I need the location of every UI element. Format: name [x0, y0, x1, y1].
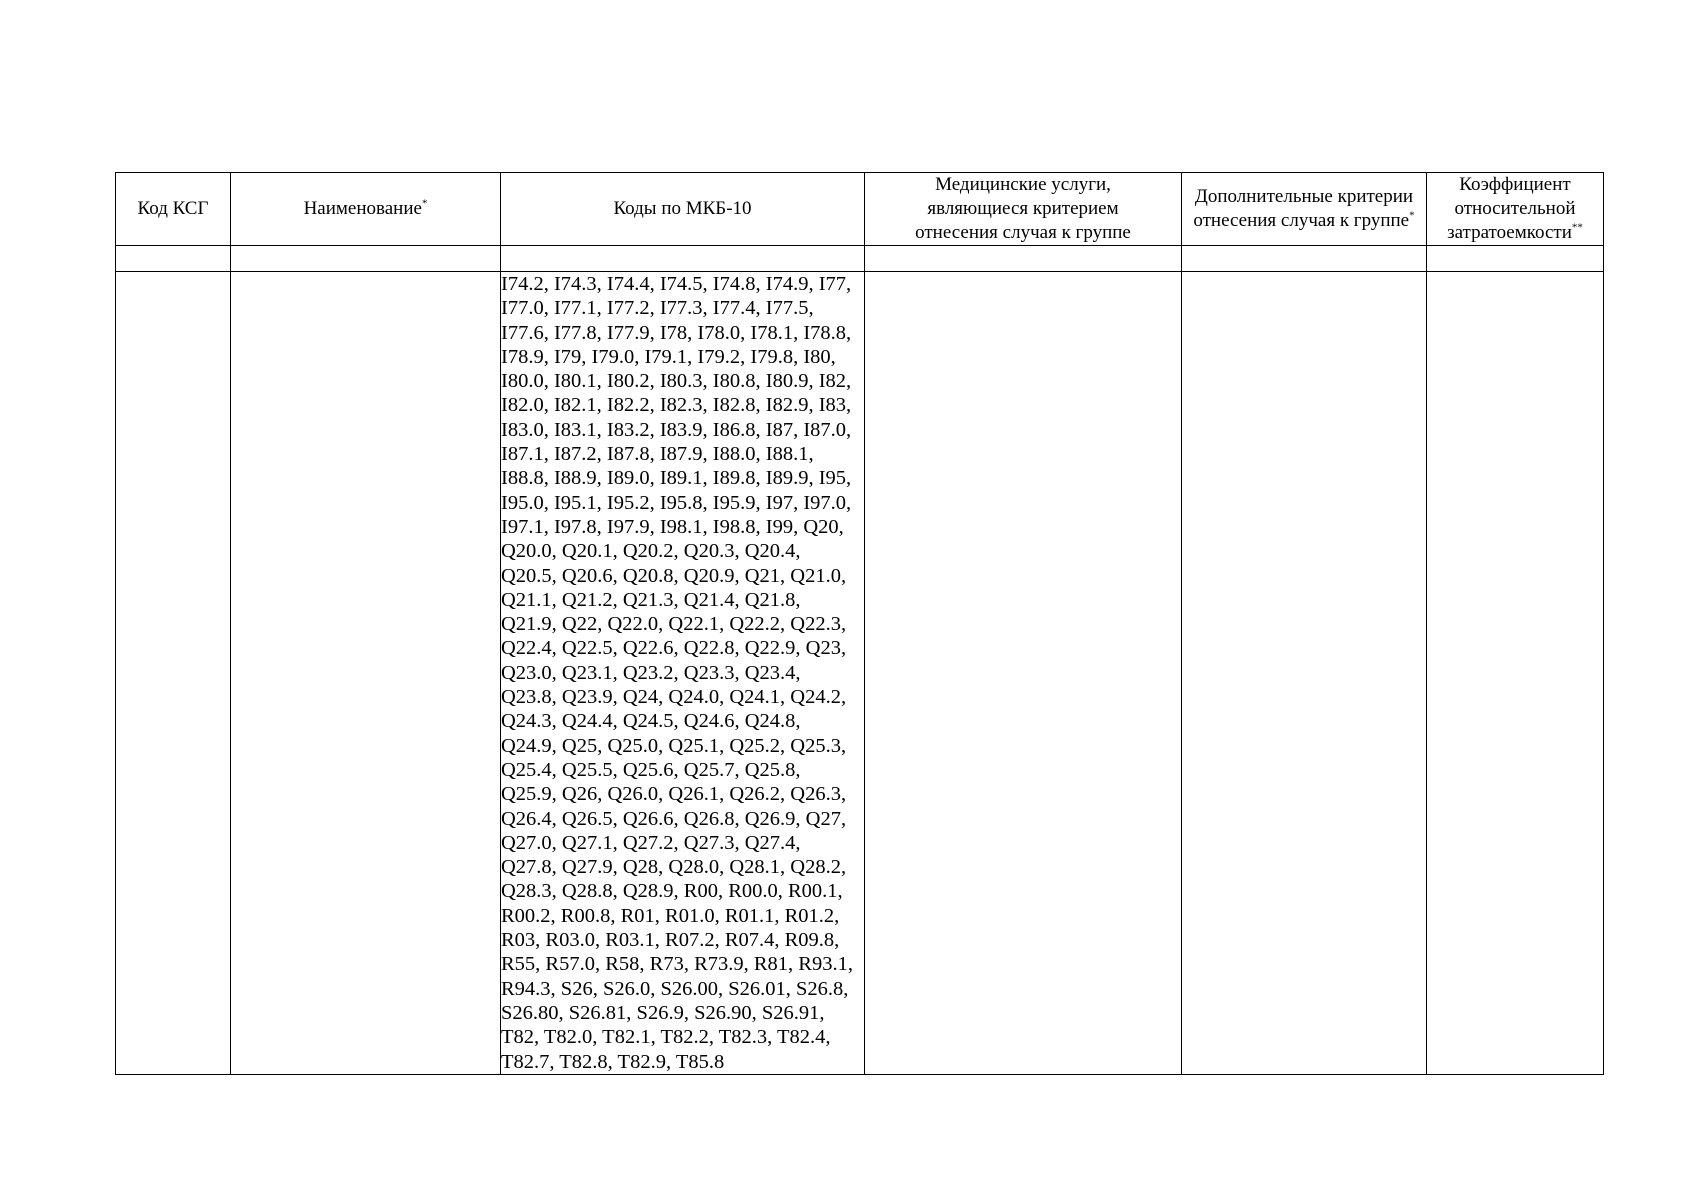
icd10-code-line: Q21.9, Q22, Q22.0, Q22.1, Q22.2, Q22.3, — [501, 613, 847, 636]
header-extra-criteria — [1182, 173, 1427, 246]
icd10-code-line: I77.6, I77.8, I77.9, I78, I78.0, I78.1, I78.8, — [501, 321, 852, 344]
icd10-codes-list — [501, 272, 864, 1074]
icd10-code-line: Q27.0, Q27.1, Q27.2, Q27.3, Q27.4, — [501, 831, 801, 854]
icd10-code-line: Q21.1, Q21.2, Q21.3, Q21.4, Q21.8, — [501, 588, 801, 611]
header-name — [231, 173, 501, 246]
icd10-code-line: Q20.5, Q20.6, Q20.8, Q20.9, Q21, Q21.0, — [501, 564, 847, 587]
header-extra-criteria-footnote-mark: * — [1409, 209, 1415, 222]
table-row — [116, 272, 1604, 1075]
spacer-cell — [1182, 246, 1427, 272]
header-extra-criteria-label: Дополнительные критерии отнесения случая к группе — [1193, 186, 1414, 231]
icd10-code-line: S26.80, S26.81, S26.9, S26.90, S26.91, — [501, 1001, 825, 1024]
spacer-cell — [501, 246, 865, 272]
coefficient-cell — [1427, 272, 1604, 1075]
header-name-footnote-mark: * — [421, 197, 428, 210]
icd10-code-line: Q22.4, Q22.5, Q22.6, Q22.8, Q22.9, Q23, — [501, 637, 847, 660]
header-icd10-label: Коды по МКБ-10 — [613, 198, 752, 219]
icd10-code-line: I83.0, I83.1, I83.2, I83.9, I86.8, I87, I87.0, — [501, 418, 852, 441]
name-cell — [231, 272, 501, 1075]
header-row — [116, 173, 1604, 246]
header-coefficient-footnote-mark: ** — [1571, 221, 1583, 234]
icd10-code-line: Q20.0, Q20.1, Q20.2, Q20.3, Q20.4, — [501, 540, 801, 563]
icd10-code-line: I95.0, I95.1, I95.2, I95.8, I95.9, I97, I97.0, — [501, 491, 852, 514]
icd10-code-line: Q27.8, Q27.9, Q28, Q28.0, Q28.1, Q28.2, — [501, 856, 847, 879]
icd10-code-line: R55, R57.0, R58, R73, R73.9, R81, R93.1, — [501, 953, 853, 976]
spacer-cell — [231, 246, 501, 272]
icd10-code-line: I80.0, I80.1, I80.2, I80.3, I80.8, I80.9, I82, — [501, 370, 852, 393]
icd10-code-line: I88.8, I88.9, I89.0, I89.1, I89.8, I89.9, I95, — [501, 467, 852, 490]
icd10-code-line: T82, T82.0, T82.1, T82.2, T82.3, T82.4, — [501, 1026, 831, 1049]
header-icd10 — [501, 173, 865, 246]
icd10-code-line: R94.3, S26, S26.0, S26.00, S26.01, S26.8, — [501, 977, 849, 1000]
header-coefficient-label: Коэффициент относительной затратоемкости — [1447, 174, 1576, 243]
icd10-code-line: R00.2, R00.8, R01, R01.0, R01.1, R01.2, — [501, 904, 840, 927]
icd10-code-line: I82.0, I82.1, I82.2, I82.3, I82.8, I82.9, I83, — [501, 394, 852, 417]
icd10-code-line: I78.9, I79, I79.0, I79.1, I79.2, I79.8, I80, — [501, 345, 836, 368]
spacer-cell — [865, 246, 1182, 272]
icd10-code-line: I74.2, I74.3, I74.4, I74.5, I74.8, I74.9, I77, — [501, 273, 852, 295]
icd10-code-line: Q23.0, Q23.1, Q23.2, Q23.3, Q23.4, — [501, 661, 801, 684]
icd10-code-line: Q23.8, Q23.9, Q24, Q24.0, Q24.1, Q24.2, — [501, 686, 847, 709]
spacer-cell — [116, 246, 231, 272]
icd10-code-line: I97.1, I97.8, I97.9, I98.1, I98.8, I99, Q20, — [501, 515, 844, 538]
icd10-code-line: I77.0, I77.1, I77.2, I77.3, I77.4, I77.5, — [501, 297, 814, 320]
extra-criteria-cell — [1182, 272, 1427, 1075]
header-ksg-code-label: Код КСГ — [137, 198, 209, 219]
icd10-code-line: R03, R03.0, R03.1, R07.2, R07.4, R09.8, — [501, 929, 840, 952]
icd10-code-line: Q24.9, Q25, Q25.0, Q25.1, Q25.2, Q25.3, — [501, 734, 847, 757]
icd10-code-line: Q25.9, Q26, Q26.0, Q26.1, Q26.2, Q26.3, — [501, 783, 847, 806]
ksg-code-cell — [116, 272, 231, 1075]
spacer-row — [116, 246, 1604, 272]
spacer-cell — [1427, 246, 1604, 272]
header-services-label: Медицинские услуги, являющиеся критерием отнесения случая к группе — [915, 174, 1131, 243]
icd10-code-line: Q24.3, Q24.4, Q24.5, Q24.6, Q24.8, — [501, 710, 801, 733]
header-ksg-code — [116, 173, 231, 246]
icd10-code-line: Q25.4, Q25.5, Q25.6, Q25.7, Q25.8, — [501, 758, 801, 781]
icd10-code-line: I87.1, I87.2, I87.8, I87.9, I88.0, I88.1, — [501, 443, 814, 466]
icd10-codes-cell — [501, 272, 865, 1075]
header-services — [865, 173, 1182, 246]
ksg-table — [115, 172, 1604, 1075]
icd10-code-line: T82.7, T82.8, T82.9, T85.8 — [501, 1050, 725, 1073]
header-name-label: Наименование — [303, 198, 422, 219]
header-coefficient — [1427, 173, 1604, 246]
icd10-code-line: Q26.4, Q26.5, Q26.6, Q26.8, Q26.9, Q27, — [501, 807, 847, 830]
icd10-code-line: Q28.3, Q28.8, Q28.9, R00, R00.0, R00.1, — [501, 880, 843, 903]
services-cell — [865, 272, 1182, 1075]
